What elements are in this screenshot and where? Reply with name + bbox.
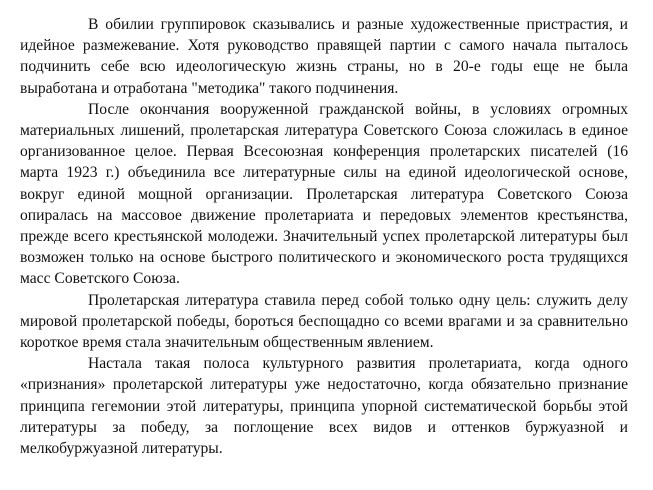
- paragraph-3: Пролетарская литература ставила перед собой только одну цель: служить делу мировой пролетарской победы, бороться беспощадно со всеми врагами и за сравнительно короткое время стала значительным общественным явлением.: [20, 291, 628, 352]
- paragraph-1: В обилии группировок сказывались и разные художественные пристрастия, и идейное размежевание. Хотя руководство правящей партии с самого начала пыталось подчинить себе всю идеологическую жизнь страны, но в 20-е годы еще не была выработана и отработана "методика" такого подчинения.: [20, 16, 628, 97]
- document-body: [20, 14, 628, 459]
- paragraph-4: Настала такая полоса культурного развития пролетариата, когда одного «признания» пролетарской литературы уже недостаточно, когда обязательно признание принципа гегемонии этой литературы, принципа упорной систематической борьбы этой литературы за победу, за поглощение всех видов и оттенков буржуазной и мелкобуржуазной литературы.: [20, 355, 628, 458]
- paragraph-2: После окончания вооруженной гражданской войны, в условиях огромных материальных лишений, пролетарская литература Советского Союза сложилась в единое организованное целое. Первая Всесоюзная конференция пролетарских писателей (16 марта 1923 г.) объединила все литературные силы на единой идеологической основе, вокруг единой мощной организации. Пролетарская литература Советского Союза опиралась на массовое движение пролетариата и передовых элементов крестьянства, прежде всего крестьянской молодежи. Значительный успех пролетарской литературы был возможен только на основе быстрого политического и экономического роста трудящихся масс Советского Союза.: [20, 100, 628, 288]
